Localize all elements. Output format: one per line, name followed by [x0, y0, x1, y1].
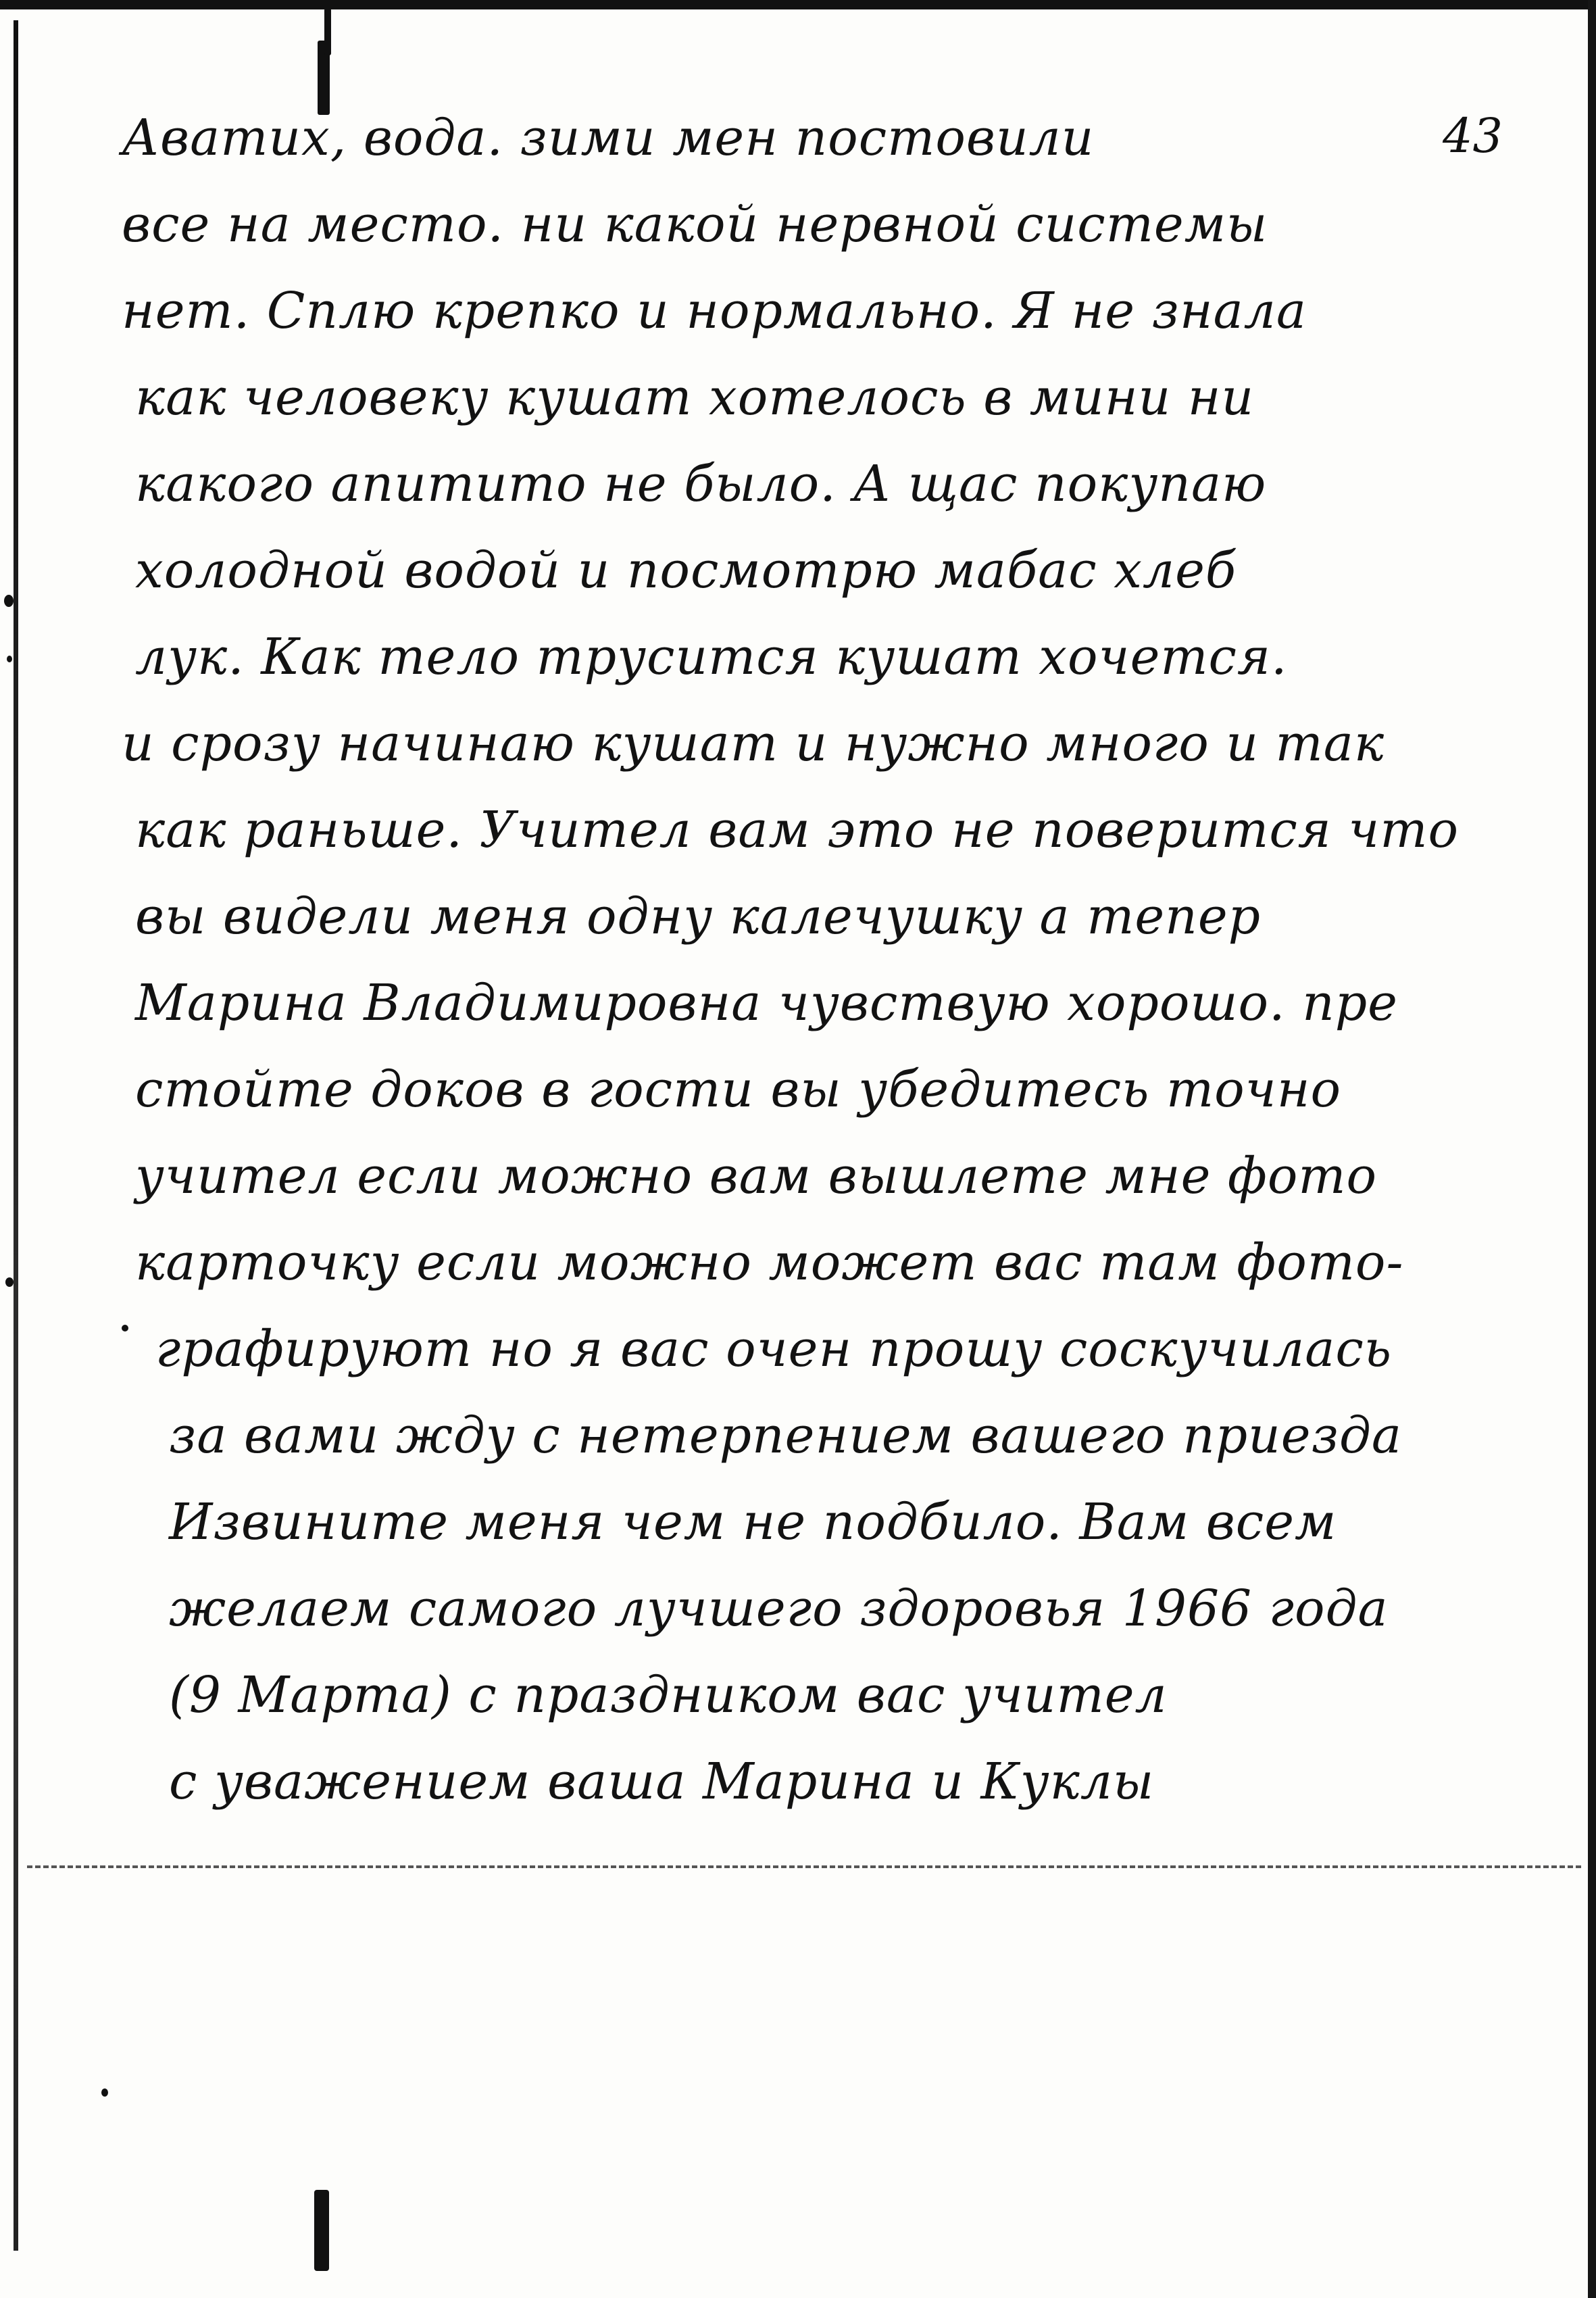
- scan-speck: [4, 595, 14, 607]
- letter-line: желаем самого лучшего здоровья 1966 года: [169, 1580, 1389, 1638]
- handwritten-letter: [108, 95, 1473, 1825]
- letter-line: с уважением ваша Марина и Куклы: [169, 1753, 1155, 1811]
- letter-line: Аватих, вода. зими мен постовили: [122, 109, 1095, 167]
- letter-line: стойте доков в гости вы убедитесь точно: [135, 1060, 1342, 1119]
- letter-line: за вами жду с нетерпением вашего приезда: [169, 1407, 1402, 1465]
- letter-line: вы видели меня одну калечушку а тепер: [135, 887, 1261, 946]
- scan-speck: [7, 656, 12, 662]
- scan-speck: [101, 2088, 108, 2097]
- fold-mark-top-tip: [324, 8, 331, 55]
- scan-speck: [5, 1277, 14, 1287]
- letter-line: холодной водой и посмотрю мабас хлеб: [135, 541, 1237, 600]
- page-divider: [27, 1865, 1581, 1868]
- letter-line: Марина Владимировна чувствую хорошо. пре: [135, 974, 1398, 1032]
- page-number: 43: [1443, 108, 1503, 164]
- letter-line: Извините меня чем не подбило. Вам всем: [169, 1493, 1337, 1551]
- letter-line: (9 Марта) с праздником вас учител: [169, 1666, 1168, 1724]
- letter-line: учител если можно вам вышлете мне фото: [135, 1147, 1378, 1205]
- letter-line: карточку если можно может вас там фото-: [135, 1233, 1404, 1292]
- letter-line: и срозу начинаю кушат и нужно много и так: [122, 714, 1385, 773]
- letter-line: как человеку кушат хотелось в мини ни: [135, 368, 1255, 426]
- letter-line: лук. Как тело трусится кушат хочется.: [135, 628, 1288, 686]
- letter-line: какого апитито не было. А щас покупаю: [135, 455, 1267, 513]
- scan-top-border: [0, 0, 1596, 9]
- letter-line: нет. Сплю крепко и нормально. Я не знала: [122, 282, 1307, 340]
- letter-line: все на место. ни какой нервной системы: [122, 195, 1268, 253]
- scan-right-border: [1588, 0, 1596, 2298]
- letter-line: графируют но я вас очен прошу соскучилась: [155, 1320, 1393, 1378]
- fold-mark-bottom: [314, 2190, 329, 2271]
- letter-line: как раньше. Учител вам это не поверится что: [135, 801, 1460, 859]
- scan-left-border: [14, 20, 18, 2251]
